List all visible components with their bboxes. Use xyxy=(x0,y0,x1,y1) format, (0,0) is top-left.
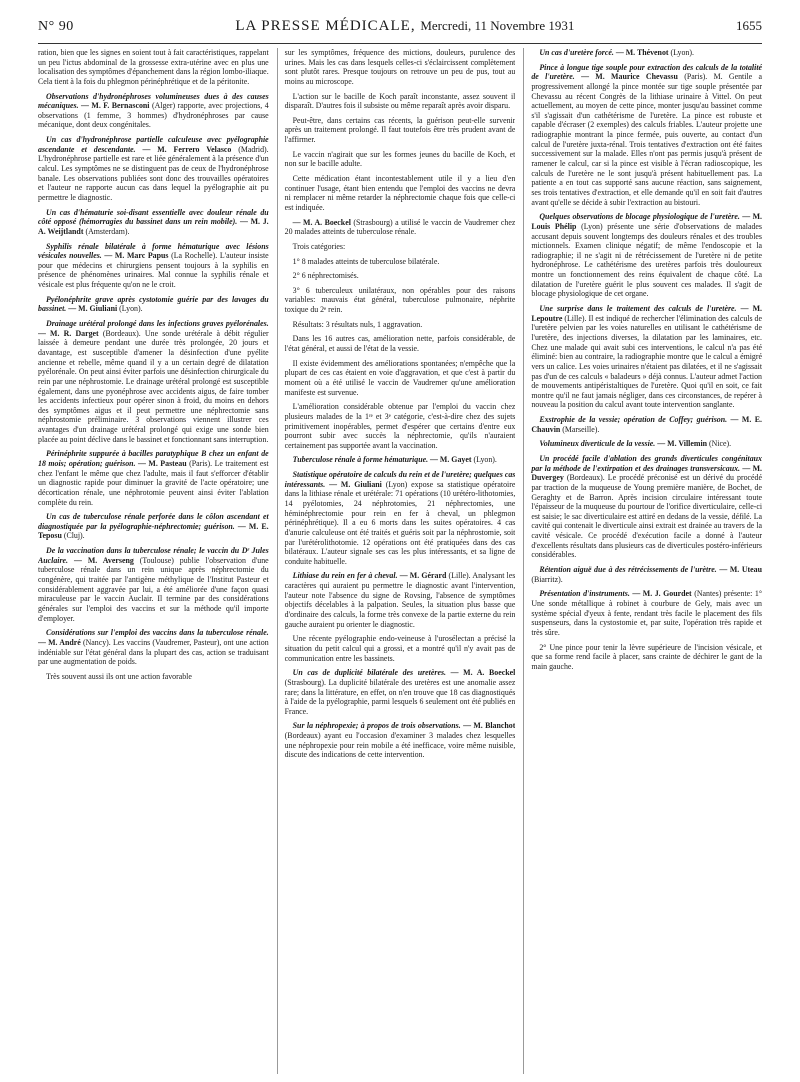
abstract-paragraph xyxy=(38,135,269,202)
abstract-item xyxy=(285,150,516,169)
abstract-item xyxy=(285,92,516,111)
author-name: — M. Pasteau xyxy=(138,458,187,468)
author-name: — M. Giuliani xyxy=(68,304,118,314)
abstract-text: (Amsterdam). xyxy=(85,226,130,236)
author-name: — M. E. Teposu xyxy=(38,521,269,541)
abstract-title: Rétention aiguë due à des rétrécissements de l'urètre. xyxy=(539,565,717,575)
abstract-text: Peut-être, dans certains cas récents, la guérison peut-elle survenir après un traitement prolongé. Il faut toutefois être très prudent avant de l'affirmer. xyxy=(284,115,516,145)
abstract-item xyxy=(285,571,516,629)
abstract-paragraph xyxy=(285,571,516,629)
abstract-paragraph xyxy=(285,470,516,566)
abstract-text: (Lyon). xyxy=(473,455,497,465)
abstract-item xyxy=(285,334,516,353)
abstract-title: Un cas de duplicité bilatérale des uretères. xyxy=(292,668,446,678)
page-header xyxy=(38,18,762,44)
issue-date: Mercredi, 11 Novembre 1931 xyxy=(420,18,575,33)
abstract-paragraph xyxy=(285,320,516,330)
abstract-item xyxy=(38,242,269,290)
abstract-item xyxy=(38,295,269,314)
abstract-title: Syphilis rénale bilatérale à forme hématurique avec lésions vésicales nouvelles. xyxy=(38,241,269,261)
author-name: — M. R. Darget xyxy=(38,328,99,338)
abstract-text: Dans les 16 autres cas, amélioration nette, parfois considérable, de l'état général, et aussi de l'état de la vessie. xyxy=(284,334,516,354)
abstract-text: (Paris). M. Gentile a progressivement allongé la pince montée sur tige souple présentée par Chevassu au récent Congrès de la lithiase urinaire à Vittel. On peut actuellement, au moyen de cette pince, monter jusqu'au bassinet comme s'il s'agissait d'un cathétérisme de l'uretère. La pince est robuste et capable d'écraser (2 exemples) des calculs friables. L'auteur projette une radiographie montrant la pince fermée, puis ouverte, au contact d'un calcul de l'uretère juxta-rénal. Trois tentatives d'extraction ont été faites successivement sur la malade. Elles n'ont pas permis jusqu'à présent de ramener le calcul, car si la pince est visible à l'écran radioscopique, les calculs de l'uretère ne le sont jusqu'à présent habituellement pas. La patiente a en tout cas supporté sans aucune réaction, sans saignement, ses trois tentatives d'extraction, et elle demande qu'il en soit fait d'autres avant qu'elle se décide à subir l'extraction au bistouri. xyxy=(531,72,763,207)
author-name: — M. Giuliani xyxy=(329,479,382,489)
abstract-text: Il existe évidemment des améliorations spontanées; n'empêche que la plupart de ces cas étaient en voie d'aggravation, et que c'est à partir du moment où a été utilisé le vaccin de Vaudremer qu'une amélioration manifeste est survenue. xyxy=(284,358,516,397)
author-name: — M. André xyxy=(38,637,81,647)
abstract-text: (Toulouse) publie l'observation d'une tuberculose rénale dans un rein unique après néphrectomie du congénère, qui traitée par l'antigène méthylique de l'Institut Pasteur et considérablement aggravée par lui, a été améliorée d'une façon quasi miraculeuse par le vaccin Auclair. Il termine par des considérations générales sur l'emploi des vaccins et sur la méthode qu'il importe d'employer. xyxy=(38,555,269,623)
abstract-item xyxy=(285,634,516,663)
author-name: — M. Uteau xyxy=(719,565,763,575)
author-name: — M. Villemin xyxy=(657,439,708,449)
page-number: 1655 xyxy=(735,18,762,33)
abstract-title: Lithiase du rein en fer à cheval. xyxy=(292,571,398,581)
abstract-text: Résultats: 3 résultats nuls, 1 aggravation. xyxy=(292,319,423,329)
journal-name: LA PRESSE MÉDICALE, xyxy=(235,18,416,34)
abstract-paragraph xyxy=(38,512,269,541)
abstract-text: (Strasbourg) a utilisé le vaccin de Vaudremer chez 20 malades atteints de tuberculose rénale. xyxy=(284,217,516,237)
abstract-paragraph xyxy=(531,304,762,410)
abstract-text: L'action sur le bacille de Koch paraît inconstante, assez souvent il disparaît. D'autres fois il subsiste ou même reparaît après avoir disparu. xyxy=(284,91,516,111)
abstract-text: (Paris). Le traitement est chez l'enfant le même que chez l'adulte, mais il faut s'efforcer d'établir un diagnostic rapide pour diminuer la gravité de l'acte opératoire; une décortication rénale, une néphrotomie peuvent ainsi éviter l'ablation complète du rein. xyxy=(38,458,269,507)
abstract-text: (Nice). xyxy=(709,439,732,449)
abstract-text: (Lyon). xyxy=(119,304,143,314)
abstract-title: Volumineux diverticule de la vessie. xyxy=(539,439,656,449)
column-1 xyxy=(38,48,269,1074)
abstract-item xyxy=(531,454,762,560)
abstract-text: 1° 8 malades atteints de tuberculose bilatérale. xyxy=(292,256,440,266)
abstract-item xyxy=(285,668,516,716)
abstract-text: (Lyon) présente une série d'observations de malades accusant depuis souvent longtemps des douleurs rénales et des troubles mictionnels. Examen clinique négatif; de même l'endoscopie et la radiographie; il ne s'agit ni de rétrécissement de l'uretère ni de petite hydronéphrose. Le cathétérisme des uretères parfois très douloureux montre un fonctionnement des reins équivalent de chaque côté. La dilatation de l'uretère guérit le plus souvent ces malades. Il s'agit de blocage physiologique de cet organe. xyxy=(531,221,763,299)
abstract-paragraph xyxy=(38,208,269,237)
abstract-paragraph xyxy=(285,359,516,398)
abstract-item xyxy=(531,565,762,584)
article-columns xyxy=(38,48,762,1074)
abstract-paragraph xyxy=(38,295,269,314)
abstract-item xyxy=(531,643,762,672)
abstract-text: Très souvent aussi ils ont une action favorable xyxy=(46,671,192,681)
abstract-title: Quelques observations de blocage physiologique de l'uretère. xyxy=(539,212,740,222)
abstract-title: Un cas d'hydronéphrose partielle calculeuse avec pyélographie ascendante et descendante. xyxy=(38,135,269,154)
abstract-paragraph xyxy=(285,721,516,760)
abstract-item xyxy=(38,92,269,131)
abstract-title: Un cas d'hématurie soi-disant essentielle avec douleur rénale du côté opposé (hémorragies du bassinet dans un rein mobile). xyxy=(38,207,269,227)
abstract-paragraph xyxy=(285,92,516,111)
abstract-text: Cette médication étant incontestablement utile il y a lieu d'en continuer l'usage, étant bien entendu que l'emploi des vaccins ne devra ni remplacer ni même retarder la néphrectomie chaque fois que celle-ci est indiquée. xyxy=(284,174,516,212)
abstract-paragraph xyxy=(531,212,762,299)
abstract-paragraph xyxy=(285,286,516,315)
abstract-paragraph xyxy=(285,334,516,353)
author-name: — M. J. Gourdet xyxy=(632,589,692,599)
abstract-text: (Madrid). L'hydronéphrose partielle est rare et liée généralement à la présence d'un calcul. Les symptômes ne se distinguent pas de ceux de l'hydronéphrose banale. Les observations publiées sont donc des trouvailles opératoires et l'auteur ne rapporte aucun cas dans lequel la pyélographie ait pu permettre le diagnostic. xyxy=(38,144,269,202)
author-name: — M. Gérard xyxy=(399,571,447,581)
abstract-text: ration, bien que les signes en soient tout à fait caractéristiques, rappelant un peu l'ictus abdominal de la grossesse extra-utérine avec en plus une localisation des symptômes d'épanchement dans la région lombo-iliaque. Cela tient à la fois du phlegmon périnéphrétique et de la péritonite. xyxy=(38,48,269,86)
abstract-title: Tuberculose rénale à forme hématurique. xyxy=(292,455,429,465)
abstract-text: (Alger) rapporte, avec projections, 4 observations (1 femme, 3 hommes) d'hydronéphroses par cause mécanique, dont deux congénitales. xyxy=(38,101,269,130)
abstract-title: Observations d'hydronéphroses volumineuses dues à des causes mécaniques. xyxy=(38,91,269,111)
abstract-paragraph xyxy=(531,589,762,637)
abstract-paragraph xyxy=(38,242,269,290)
abstract-paragraph xyxy=(38,672,269,682)
abstract-title: Sur la néphropexie; à propos de trois observations. xyxy=(292,721,461,731)
abstract-title: Exstrophie de la vessie; opération de Coffey; guérison. xyxy=(539,415,728,425)
abstract-item xyxy=(285,286,516,315)
abstract-text: sur les symptômes, fréquence des mictions, douleurs, purulence des urines. Mais les cas dans lesquels celles-ci s'éclaircissent complètement sont plutôt rares. Presque toujours on retrouve un peu de pus, tout au moins au microscope. xyxy=(284,48,516,86)
author-name: — M. Duvergey xyxy=(531,463,762,483)
abstract-paragraph xyxy=(285,257,516,267)
issue-number: N° 90 xyxy=(38,19,74,34)
journal-title xyxy=(235,18,574,35)
abstract-item xyxy=(531,304,762,410)
abstract-text: Trois catégories: xyxy=(292,241,346,251)
abstract-text: L'amélioration considérable obtenue par l'emploi du vaccin chez plusieurs malades de la 1ʳᵉ et 3ᵉ catégorie, c'est-à-dire chez des sujets primitivement inopérables, permet d'espérer que certains d'entre eux pourront subir avec succès la néphrectomie, qu'ils n'auraient certainement pas supportée avant la vaccination. xyxy=(284,402,516,450)
abstract-paragraph xyxy=(285,668,516,716)
abstract-text: (Nantes) présente: 1° Une sonde métallique à robinet à courbure de Gely, mais avec un système spécial d'yeux à fente, rendant très facile le placement des fils suspenseurs, dans la cystostomie et, par suite, l'opération très rapide et très sûre. xyxy=(531,589,763,637)
abstract-item xyxy=(38,628,269,667)
abstract-paragraph xyxy=(38,449,269,507)
abstract-item xyxy=(38,672,269,682)
abstract-item xyxy=(285,257,516,267)
abstract-item xyxy=(285,116,516,145)
abstract-item xyxy=(285,402,516,450)
abstract-item xyxy=(38,546,269,623)
abstract-paragraph xyxy=(531,565,762,584)
abstract-item xyxy=(285,359,516,398)
abstract-title: Considérations sur l'emploi des vaccins dans la tuberculose rénale. xyxy=(46,628,269,638)
author-name: — M. Louis Phélip xyxy=(531,212,762,231)
abstract-paragraph xyxy=(285,174,516,213)
column-2 xyxy=(277,48,516,1074)
abstract-text: 2° Une pince pour tenir la lèvre supérieure de l'incision vésicale, et que sa forme rend facile à placer, sans crainte de déchirer le gant de la main gauche. xyxy=(531,642,763,671)
abstract-item xyxy=(285,174,516,213)
abstract-text: (Bordeaux) ayant eu l'occasion d'examiner 3 malades chez lesquelles une néphropexie pour rein mobile a été inefficace, voire même nuisible, discute des indications de cette intervention. xyxy=(284,731,516,760)
abstract-paragraph xyxy=(285,242,516,252)
abstract-title: Périnéphrite suppurée à bacilles paratyphique B chez un enfant de 18 mois; opération; guérison. xyxy=(38,449,269,468)
abstract-text: (Cluj). xyxy=(63,531,85,541)
abstract-paragraph xyxy=(285,150,516,169)
abstract-paragraph xyxy=(285,402,516,450)
abstract-title: Drainage urétéral prolongé dans les infections graves pyélorénales. xyxy=(46,319,269,329)
abstract-title: Pyélonéphrite grave après cystotomie guérie par des lavages du bassinet. xyxy=(38,294,269,314)
author-name: — M. Averseng xyxy=(74,555,134,565)
abstract-item xyxy=(531,212,762,299)
abstract-title: Une surprise dans le traitement des calculs de l'uretère. xyxy=(539,304,737,314)
abstract-paragraph xyxy=(531,439,762,449)
abstract-text: (Lille). Il est indiqué de rechercher l'élimination des calculs de l'uretère pelvien par les voies naturelles en utilisant le cathétérisme de l'uretère, des injections diverses, la dilatation par les laminaires, etc. Chez une malade qui avait subi ces interventions, le calcul n'a pas été éliminé: bien au contraire, la radiographie montre que le calcul a émigré vers un calice. Les voies urinaires n'étaient pas dilatées, et il ne s'agissait pas d'un de ces calculs « baladeurs » déjà connus. L'auteur admet l'action de mouvements antipéristaltiques de l'uretère. Quoi qu'il en soit, ce fait montre qu'il ne faut jamais négliger, dans ces circonstances, de repérer à nouveau la position du calcul avant toute intervention sanglante. xyxy=(531,313,763,410)
author-name: — M. Marc Papus xyxy=(104,251,169,261)
abstract-item xyxy=(531,48,762,58)
abstract-text: 2° 6 néphrectomisés. xyxy=(292,271,359,281)
abstract-title: Un procédé facile d'ablation des grands diverticules congénitaux par la méthode de l'extirpation et des drainages transversicaux. xyxy=(531,453,763,473)
abstract-paragraph xyxy=(531,454,762,560)
author-name: — M. E. Chauvin xyxy=(531,415,762,434)
abstract-item xyxy=(38,512,269,541)
abstract-title: Un cas de tuberculose rénale perforée dans le côlon ascendant et diagnostiquée par la pyélographie-néphrectomie; guérison. xyxy=(38,512,269,531)
abstract-text: (La Rochelle). L'auteur insiste pour que médecins et chirurgiens pensent toujours à la syphilis en présence de phénomènes urinaires. Mal connue la syphilis rénale et vésicale est plus fréquente qu'on ne le croit. xyxy=(38,251,269,290)
author-name: — M. F. Bernasconi xyxy=(81,101,150,111)
abstract-paragraph xyxy=(285,218,516,237)
author-name: — M. Lepoutre xyxy=(531,304,762,323)
abstract-text: (Strasbourg). La duplicité bilatérale des uretères est une anomalie assez rare; dans la littérature, en effet, on n'en trouve que 18 cas diagnostiqués à l'aide de la pyélographie, parmi lesquels 6 seulement ont été publiés en France. xyxy=(284,677,516,716)
abstract-text: (Bordeaux). Une sonde urétérale à débit régulier laissée à demeure pendant une durée très prolongée, 20 jours et davantage, est susceptible d'amener la désinfection d'une pyélite ancienne et rebelle, même quand il y a un certain degré de dilatation pyélorénale. On peut ainsi éviter parfois une désinfection chirurgicale du rein par une néphrostomie. Le drainage urétéral prolongé est susceptible également, dans une pyonéphrose avec accidents aigus, de faire tomber les accidents infectieux pour opérer sinon à froid, du moins en dehors des symptômes aigus et il peut permettre une néphrectomie sans néphrostomie préliminaire. 3 observations viennent illustrer ces avantages d'un drainage urétéral prolongé qui exige une sonde bien placée au point déclive dans le bassinet et fonctionnant sans interruption. xyxy=(38,328,269,444)
abstract-item xyxy=(38,135,269,202)
column-3 xyxy=(523,48,762,1074)
abstract-text: (Biarritz). xyxy=(531,574,563,584)
author-name: — M. J. A. Weijtlandt xyxy=(38,217,269,236)
abstract-title: Statistique opératoire de calculs du rein et de l'uretère; quelques cas intéressants. xyxy=(284,470,516,489)
abstract-item xyxy=(285,218,516,237)
abstract-text: (Bordeaux). Le procédé préconisé est un dérivé du procédé par traction de la muqueuse de Young première manière, de Bochet, de Geraghty et de Barron. Après incision circulaire intéressant toute l'épaisseur de la muqueuse du pourtour de l'orifice diverticulaire, celle-ci est saisie; le sac diverticulaire est attiré en dedans de la vessie, défilé. La cavité qui contenait le diverticule ainsi extrait est drainée au travers de la cavité vésicale. Ce procédé d'exécution facile a donné à l'auteur d'excellents résultats dans plusieurs cas de diverticules postéro-inférieurs considérables. xyxy=(531,473,763,560)
abstract-paragraph xyxy=(38,92,269,131)
abstract-item xyxy=(285,242,516,252)
abstract-item xyxy=(38,48,269,87)
abstract-item xyxy=(285,455,516,465)
abstract-paragraph xyxy=(38,628,269,667)
abstract-paragraph xyxy=(531,415,762,434)
abstract-paragraph xyxy=(285,634,516,663)
abstract-paragraph xyxy=(285,48,516,87)
abstract-item xyxy=(285,271,516,281)
abstract-text: Le vaccin n'agirait que sur les formes jeunes du bacille de Koch, et non sur le bacille adulte. xyxy=(284,149,516,169)
abstract-paragraph xyxy=(285,271,516,281)
abstract-item xyxy=(531,439,762,449)
abstract-paragraph xyxy=(531,643,762,672)
abstract-title: Pince à longue tige souple pour extraction des calculs de la totalité de l'uretère. xyxy=(531,62,763,82)
abstract-title: Un cas d'uretère forcé. xyxy=(539,48,614,57)
abstract-item xyxy=(285,320,516,330)
abstract-paragraph xyxy=(38,48,269,87)
abstract-item xyxy=(531,63,762,208)
author-name: — M. Maurice Chevassu xyxy=(581,72,678,82)
abstract-text: (Nancy). Les vaccins (Vaudremer, Pasteur), ont une action indéniable sur l'état général dans la plupart des cas, action se traduisant par une augmentation de poids. xyxy=(38,637,269,667)
author-name: — M. Thévenot xyxy=(615,48,669,57)
abstract-paragraph xyxy=(38,319,269,444)
abstract-text: (Lyon). xyxy=(670,48,694,57)
author-name: — M. A. Boeckel xyxy=(292,217,351,227)
abstract-paragraph xyxy=(38,546,269,623)
abstract-text: (Lille). Analysant les caractères qui auraient pu permettre le diagnostic avant l'intervention, l'auteur note l'absence du signe de Rovsing, l'absence de symptômes objectifs décelables à la palpation. Seules, la situation plus basse que d'ordinaire des calculs, la forme très convexe de la partie externe du rein gauche auraient pu orienter le diagnostic. xyxy=(284,571,516,629)
abstract-text: Une récente pyélographie endo-veineuse à l'urosélectan a précisé la situation du petit calcul qui a grossi, et a montré qu'il n'y avait pas de communication entre les bassinets. xyxy=(284,634,516,663)
abstract-item xyxy=(285,470,516,566)
abstract-paragraph xyxy=(531,63,762,208)
abstract-item xyxy=(531,589,762,637)
abstract-paragraph xyxy=(531,48,762,58)
abstract-text: (Lyon) expose sa statistique opératoire dans la lithiase rénale et urétérale: 71 opérations (10 urétéro-lithotomies, 14 pyélotomies, 24 néphrotomies, 21 néphrectomies, une héminéphrectomie pour rein en fer à cheval, un phlegmon périnéphrétique). Il a eu 6 morts dans les suites opératoires. 4 cas d'anurie calculeuse ont été traités et guéris soit par la néphrostomie, soit par l'urétérolithotomie. 12 opérations ont été pratiquées dans des cas bilatéraux. L'auteur signale ses cas les plus intéressants, et sa ligne de conduite habituelle. xyxy=(284,479,516,566)
abstract-text: 3° 6 tuberculeux unilatéraux, non opérables pour des raisons variables: mauvais état général, tuberculose pulmonaire, néphrite toxique du 2ᵉ rein. xyxy=(284,285,516,315)
abstract-title: De la vaccination dans la tuberculose rénale; le vaccin du Dʳ Jules Auclaire. xyxy=(38,546,269,565)
abstract-item xyxy=(38,319,269,444)
abstract-item xyxy=(38,449,269,507)
abstract-item xyxy=(531,415,762,434)
abstract-item xyxy=(285,48,516,87)
author-name: — M. Gayet xyxy=(430,455,472,465)
author-name: — M. A. Boeckel xyxy=(450,668,516,678)
abstract-item xyxy=(285,721,516,760)
abstract-title: Présentation d'instruments. xyxy=(539,589,630,599)
abstract-text: (Marseille). xyxy=(562,424,600,434)
author-name: — M. Blanchot xyxy=(463,721,516,731)
abstract-paragraph xyxy=(285,455,516,465)
abstract-item xyxy=(38,208,269,237)
abstract-paragraph xyxy=(285,116,516,145)
author-name: — M. Ferrero Velasco xyxy=(142,144,232,154)
